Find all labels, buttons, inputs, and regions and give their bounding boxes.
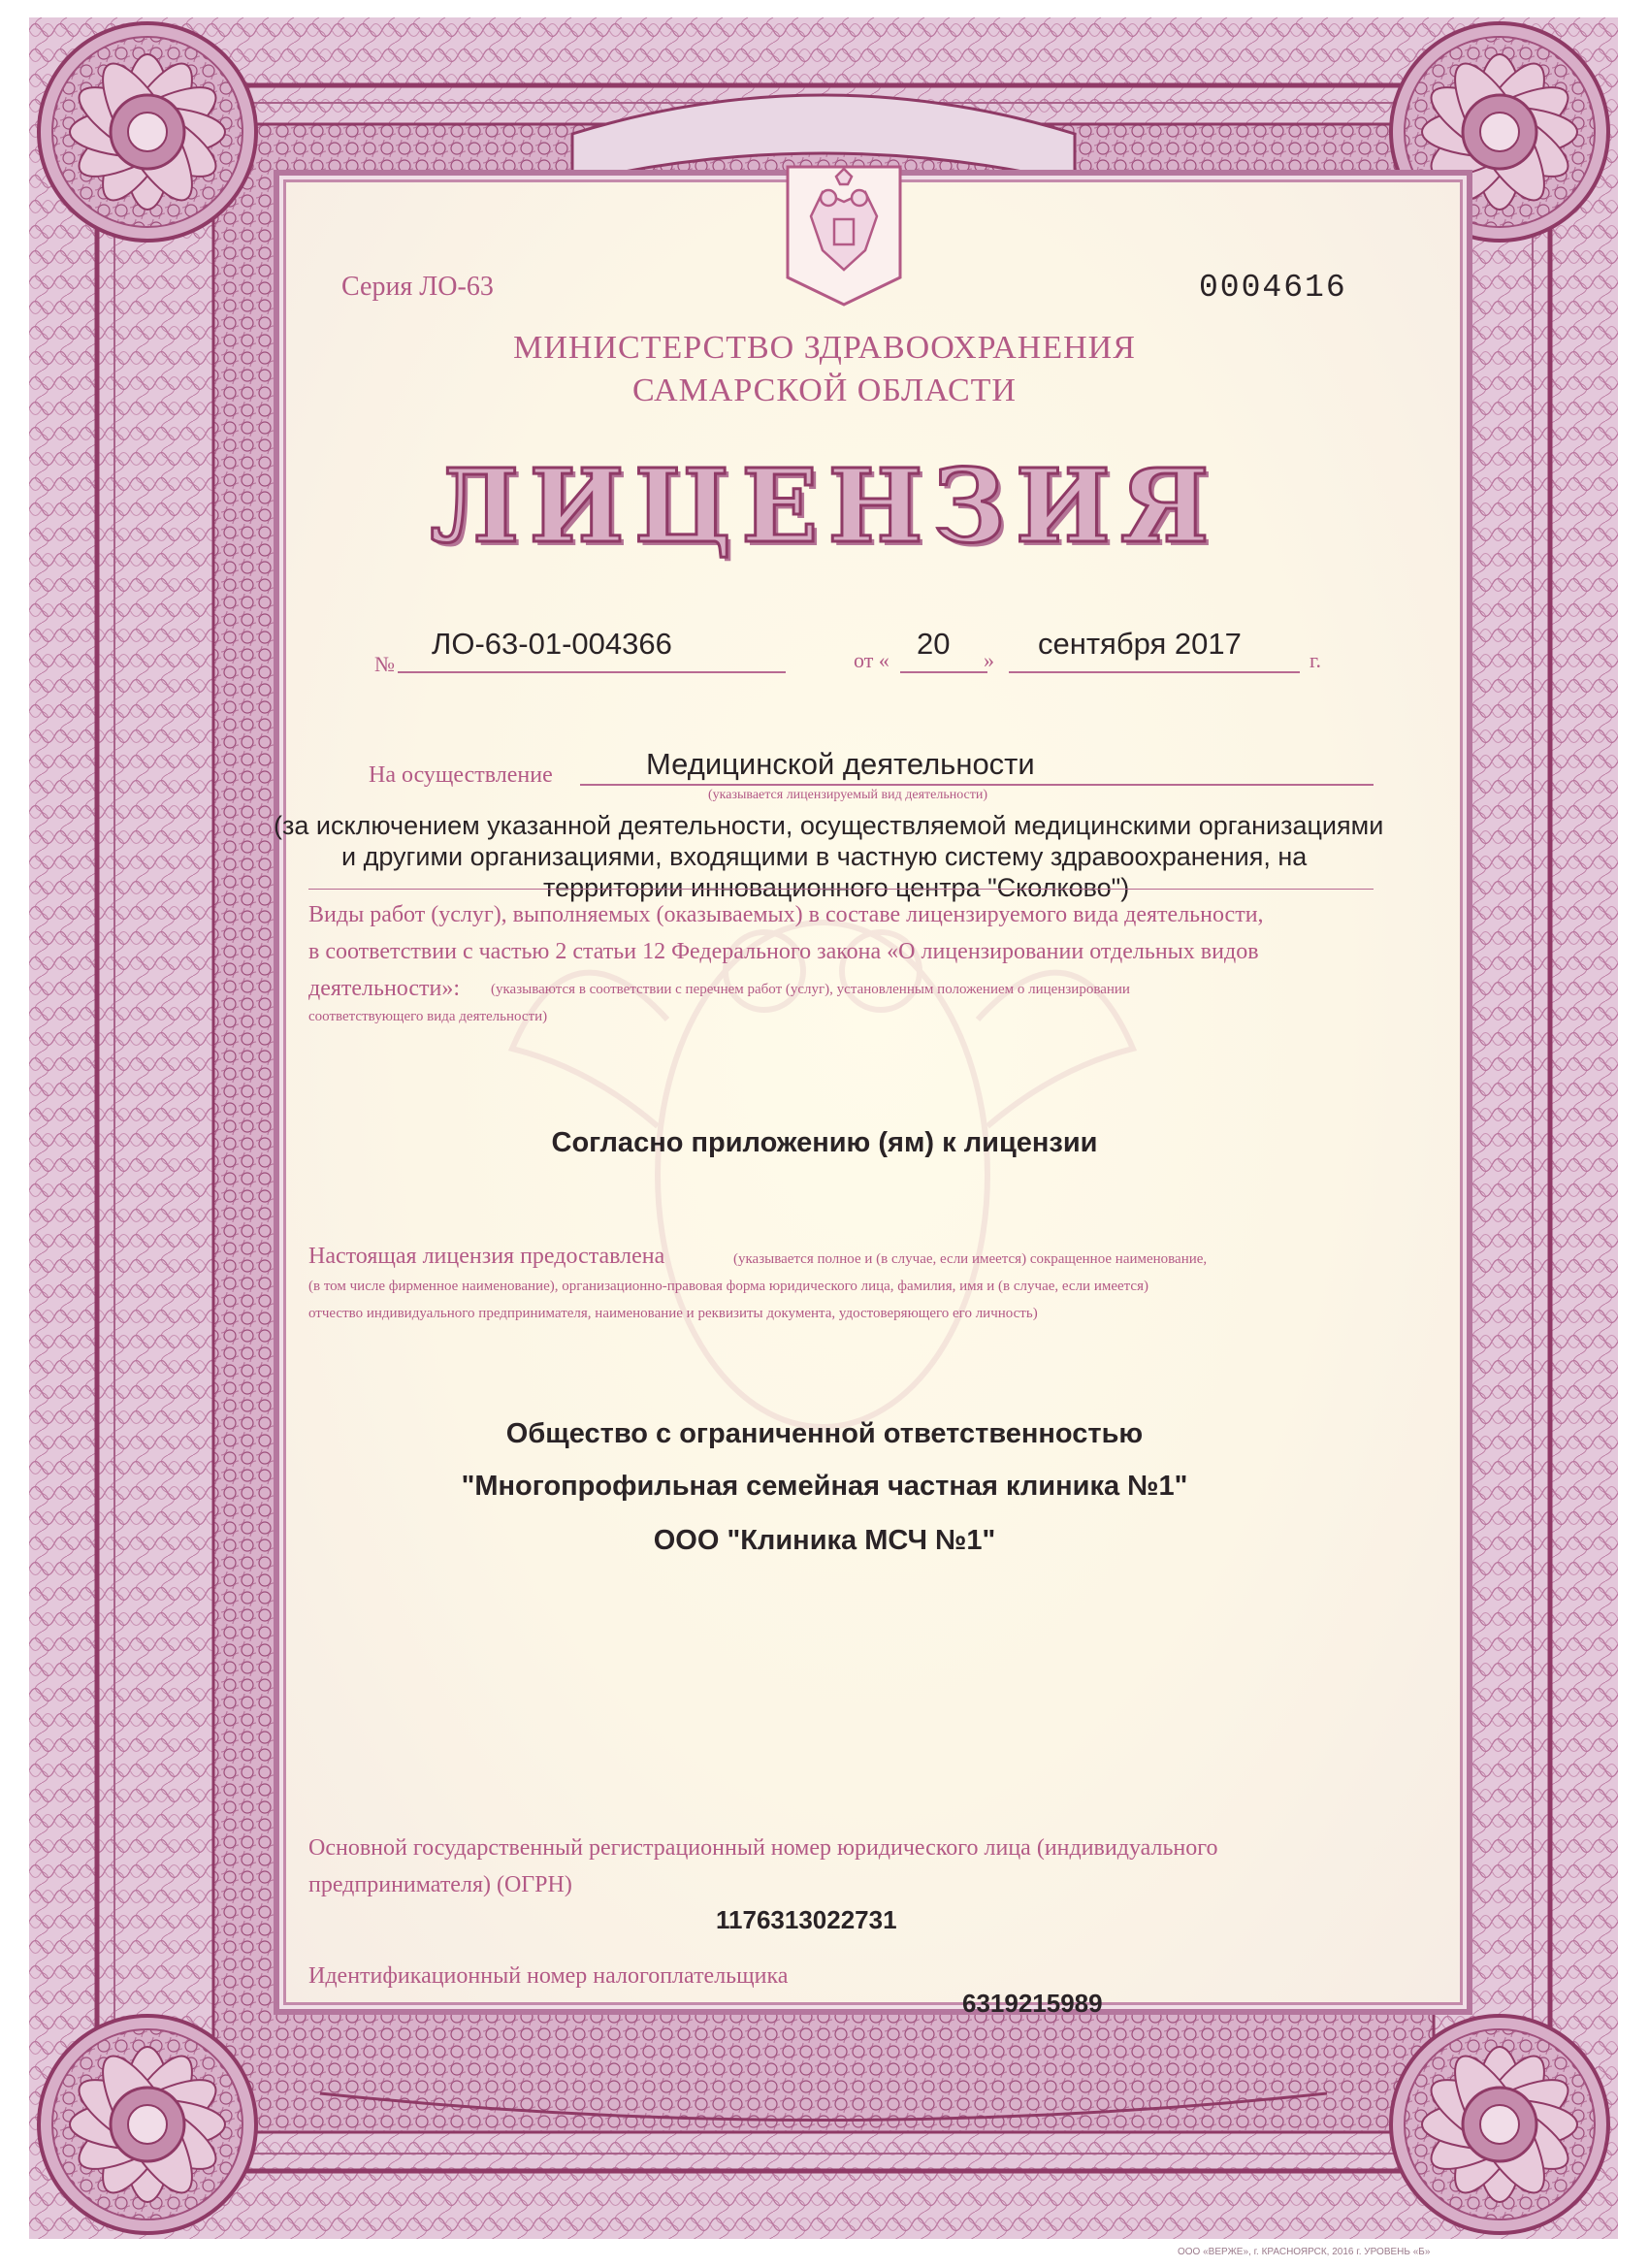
series-label: Серия ЛО-63: [341, 272, 494, 302]
ogrn-label-line2: предпринимателя) (ОГРН): [308, 1872, 572, 1897]
works-line2: в соответствии с частью 2 статьи 12 Федерального закона «О лицензировании отдельных видов: [308, 939, 1259, 964]
licensee-name-line2: "Многопрофильная семейная частная клиника №1": [461, 1471, 1188, 1502]
coat-of-arms-emblem: [784, 163, 904, 308]
activity-caption: (указывается лицензируемый вид деятельности): [708, 788, 988, 802]
exclusion-line1: (за исключением указанной деятельности, осуществляемой медицинскими организациями: [274, 811, 1384, 840]
works-line4-note: соответствующего вида деятельности): [308, 1009, 548, 1024]
year-suffix: г.: [1310, 648, 1322, 672]
day-underline: [900, 671, 987, 673]
ogrn-label-line1: Основной государственный регистрационный номер юридического лица (индивидуального: [308, 1835, 1218, 1861]
inn-value: 6319215989: [962, 1989, 1103, 2018]
license-number-underline: [398, 671, 786, 673]
licensee-name-line3: ООО "Клиника МСЧ №1": [653, 1525, 996, 1556]
exclusion-underline: [308, 889, 1374, 890]
activity-value: Медицинской деятельности: [646, 747, 1035, 781]
license-number: ЛО-63-01-004366: [432, 627, 672, 661]
works-line1: Виды работ (услуг), выполняемых (оказываемых) в составе лицензируемого вида деятельности,: [308, 902, 1264, 927]
activity-label: На осуществление: [369, 762, 553, 788]
licensee-name-line1: Общество с ограниченной ответственностью: [505, 1418, 1144, 1449]
works-line3-label: деятельности»:: [308, 976, 461, 1001]
ministry-line1: МИНИСТЕРСТВО ЗДРАВООХРАНЕНИЯ: [513, 330, 1136, 366]
licensee-note-line2: (в том числе фирменное наименование), организационно-правовая форма юридического лица, фамилия, имя и (в случае, если имеется): [308, 1279, 1148, 1294]
from-label: от «: [854, 648, 889, 672]
ogrn-value: 1176313022731: [716, 1905, 897, 1934]
license-day: 20: [917, 627, 951, 661]
activity-underline: [580, 784, 1374, 786]
quote-close: »: [984, 648, 994, 672]
exclusion-line3: территории инновационного центра "Сколково"): [543, 873, 1130, 902]
works-line3-note: (указываются в соответствии с перечнем работ (услуг), установленным положением о лицензировании: [491, 982, 1130, 997]
serial-number: 0004616: [1199, 270, 1347, 306]
printer-note: ООО «ВЕРЖЕ», г. КРАСНОЯРСК, 2016 г. УРОВЕНЬ «Б»: [1178, 2247, 1431, 2257]
exclusion-line2: и другими организациями, входящими в частную систему здравоохранения, на: [341, 842, 1308, 871]
works-value: Согласно приложению (ям) к лицензии: [551, 1127, 1098, 1158]
license-month-year: сентября 2017: [1038, 627, 1242, 661]
inn-label: Идентификационный номер налогоплательщика: [308, 1963, 789, 1989]
ministry-line2: САМАРСКОЙ ОБЛАСТИ: [632, 373, 1017, 408]
document-title: ЛИЦЕНЗИЯ: [430, 446, 1219, 566]
licensee-label: Настоящая лицензия предоставлена: [308, 1244, 665, 1269]
licensee-note-line3: отчество индивидуального предпринимателя, наименование и реквизиты документа, удостоверяющего его личность): [308, 1306, 1038, 1321]
number-prefix: №: [374, 652, 395, 676]
month-underline: [1009, 671, 1300, 673]
licensee-note-line1: (указывается полное и (в случае, если имеется) сокращенное наименование,: [733, 1251, 1208, 1267]
